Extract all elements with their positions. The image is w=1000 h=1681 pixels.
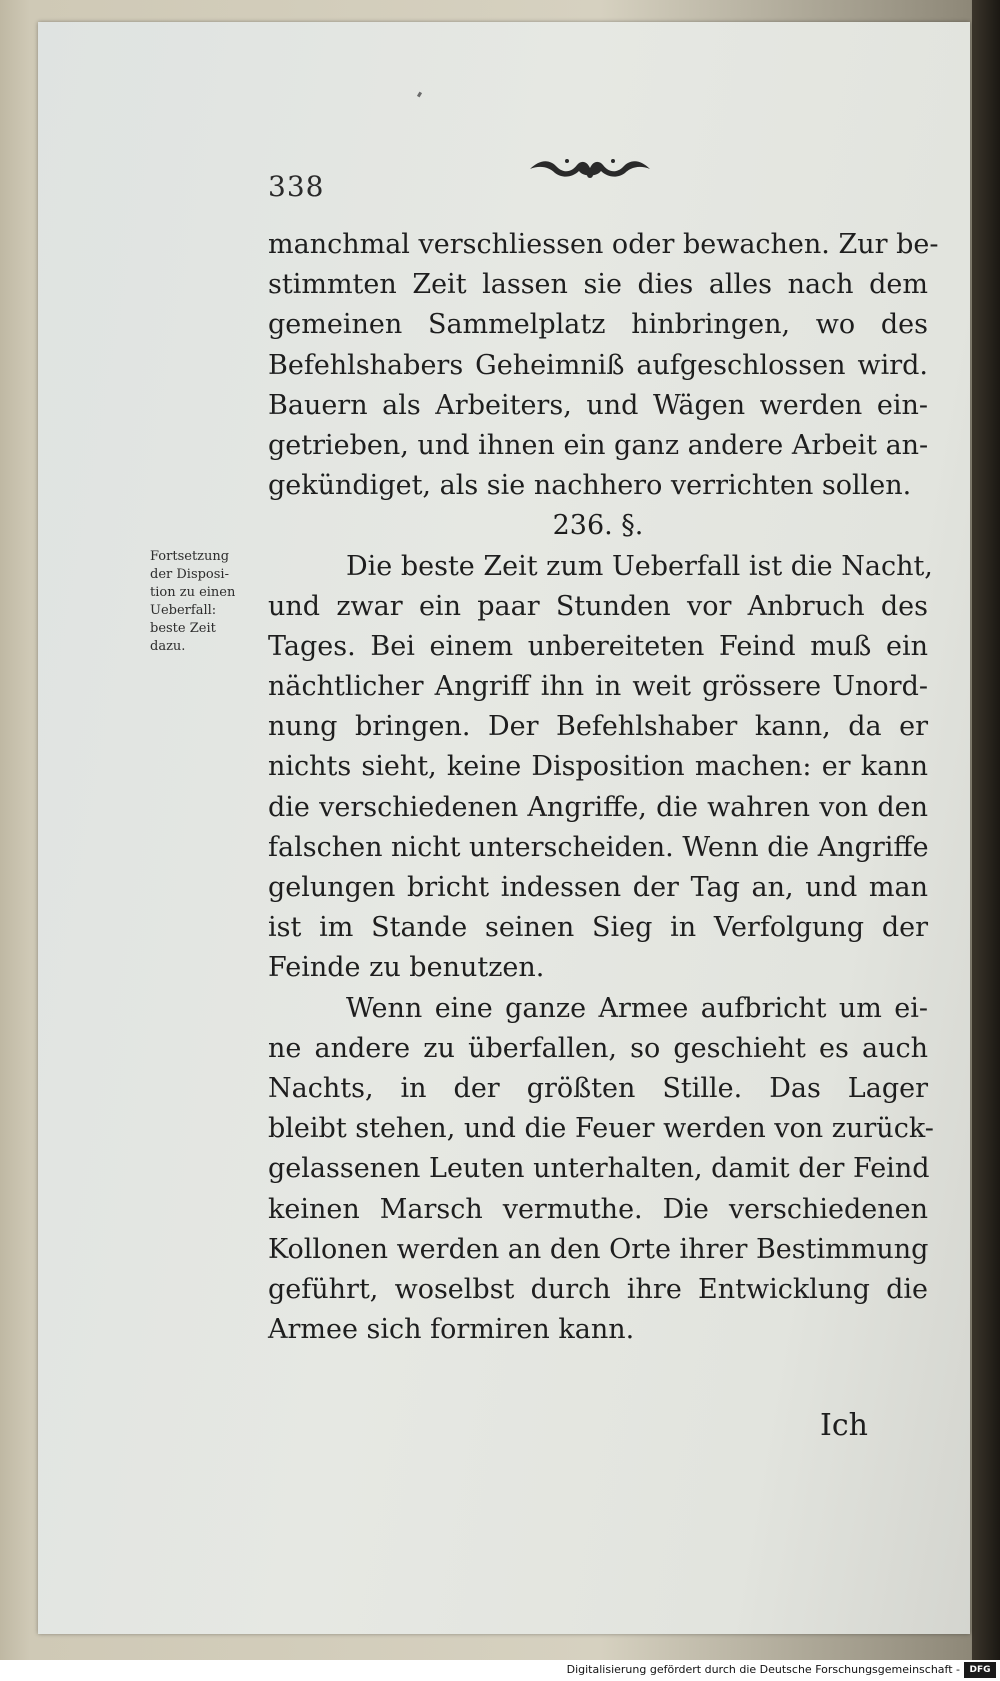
- text-line: nung bringen. Der Befehlshaber kann, da er: [268, 711, 928, 743]
- text-line: falschen nicht unterscheiden. Wenn die Angriffe: [268, 831, 929, 863]
- body-text: [268, 225, 939, 1350]
- text-line: Die beste Zeit zum Ueberfall ist die Nacht,: [346, 550, 933, 582]
- text-line: stimmten Zeit lassen sie dies alles nach dem: [268, 269, 928, 301]
- text-line: geführt, woselbst durch ihre Entwicklung die: [268, 1273, 928, 1305]
- ink-speck: [417, 92, 422, 98]
- text-line: Armee sich formiren kann.: [268, 1314, 635, 1346]
- section-heading: 236. §.: [552, 510, 644, 542]
- text-line: nichts sieht, keine Disposition machen: er kann: [268, 751, 928, 783]
- text-line: Kollonen werden an den Orte ihrer Bestimmung: [268, 1233, 929, 1265]
- text-line: manchmal verschliessen oder bewachen. Zur be-: [268, 229, 939, 260]
- text-line: getrieben, und ihnen ein ganz andere Arbeit an-: [268, 429, 929, 461]
- text-line: Bauern als Arbeiters, und Wägen werden ein-: [268, 389, 928, 421]
- text-line: Wenn eine ganze Armee aufbricht um ei-: [346, 992, 928, 1024]
- text-line: bleibt stehen, und die Feuer werden von zurück-: [268, 1113, 934, 1145]
- margin-note-line: der Disposi-: [150, 567, 229, 582]
- margin-note-line: Ueberfall:: [150, 603, 217, 618]
- digitization-footer: [0, 1660, 1000, 1681]
- text-line: ist im Stande seinen Sieg in Verfolgung der: [268, 912, 928, 944]
- text-line: gemeinen Sammelplatz hinbringen, wo des: [268, 309, 928, 341]
- text-line: nächtlicher Angriff ihn in weit grössere Unord-: [268, 671, 928, 703]
- text-line: Feinde zu benutzen.: [268, 952, 545, 984]
- margin-note-line: tion zu einen: [150, 585, 236, 600]
- text-line: keinen Marsch vermuthe. Die verschiedenen: [268, 1193, 928, 1225]
- text-line: gelassenen Leuten unterhalten, damit der Feind: [268, 1153, 930, 1185]
- text-line: Befehlshabers Geheimniß aufgeschlossen wird.: [268, 349, 928, 381]
- text-line: und zwar ein paar Stunden vor Anbruch des: [268, 590, 928, 622]
- text-line: ne andere zu überfallen, so geschieht es auch: [268, 1032, 928, 1064]
- margin-note-line: Fortsetzung: [150, 549, 230, 564]
- footer-credit: Digitalisierung gefördert durch die Deutsche Forschungsgemeinschaft -: [566, 1663, 960, 1676]
- text-line: Tages. Bei einem unbereiteten Feind muß ein: [268, 630, 928, 662]
- text-line: Nachts, in der größten Stille. Das Lager: [268, 1072, 928, 1104]
- book-binding: [972, 0, 1000, 1660]
- page-number: 338: [268, 170, 325, 203]
- text-line: die verschiedenen Angriffe, die wahren von den: [268, 791, 928, 823]
- catchword: Ich: [820, 1408, 868, 1443]
- margin-note-line: beste Zeit: [150, 621, 216, 636]
- margin-note-line: dazu.: [150, 639, 186, 654]
- dfg-logo: DFG: [964, 1662, 996, 1678]
- floral-ornament-icon: [525, 153, 655, 183]
- text-line: gekündiget, als sie nachhero verrichten sollen.: [268, 470, 912, 502]
- text-line: gelungen bricht indessen der Tag an, und man: [268, 872, 928, 903]
- margin-note: [150, 548, 265, 656]
